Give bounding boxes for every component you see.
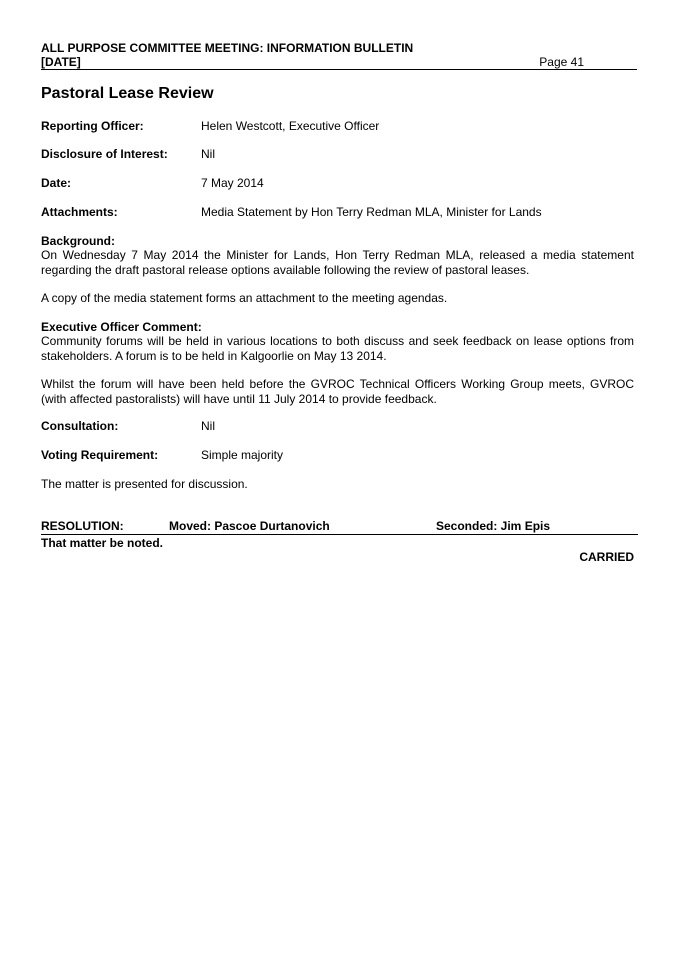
voting-requirement-value: Simple majority — [201, 448, 284, 462]
resolution-moved: Moved: Pascoe Durtanovich — [169, 519, 330, 533]
disclosure-label: Disclosure of Interest: — [41, 147, 168, 161]
date-value: 7 May 2014 — [201, 176, 264, 190]
report-title: Pastoral Lease Review — [41, 85, 214, 102]
attachments-label: Attachments: — [41, 205, 118, 219]
comment-heading: Executive Officer Comment: — [41, 320, 202, 334]
resolution-row — [41, 519, 638, 535]
comment-paragraph-1: Community forums will be held in various locations to both discuss and seek feedback on lease options from stakeholders. A forum is to be held in Kalgoorlie on May 13 2014. — [41, 334, 634, 363]
attachments-value: Media Statement by Hon Terry Redman MLA, Minister for Lands — [201, 205, 542, 219]
header-rule-row — [41, 55, 637, 70]
background-paragraph-1: On Wednesday 7 May 2014 the Minister for Lands, Hon Terry Redman MLA, released a media statement regarding the draft pastoral release options available following the review of pastoral leases. — [41, 248, 634, 277]
header-title: ALL PURPOSE COMMITTEE MEETING: INFORMATION BULLETIN — [41, 41, 414, 55]
background-paragraph-2: A copy of the media statement forms an attachment to the meeting agendas. — [41, 291, 448, 305]
reporting-officer-value: Helen Westcott, Executive Officer — [201, 119, 380, 133]
resolution-seconded: Seconded: Jim Epis — [436, 519, 551, 533]
voting-requirement-label: Voting Requirement: — [41, 448, 159, 462]
consultation-label: Consultation: — [41, 419, 119, 433]
header-date: [DATE] — [41, 55, 81, 69]
resolution-label: RESOLUTION: — [41, 519, 124, 533]
comment-paragraph-2: Whilst the forum will have been held before the GVROC Technical Officers Working Group meets, GVROC (with affected pastoralists) will have until 11 July 2014 to provide feedback. — [41, 377, 634, 406]
date-label: Date: — [41, 176, 72, 190]
page-number: Page 41 — [539, 55, 584, 69]
page-header — [41, 41, 637, 70]
background-heading: Background: — [41, 234, 116, 248]
closing-statement: The matter is presented for discussion. — [41, 477, 248, 491]
disclosure-value: Nil — [201, 147, 215, 161]
resolution-outcome: CARRIED — [579, 550, 634, 564]
consultation-value: Nil — [201, 419, 215, 433]
reporting-officer-label: Reporting Officer: — [41, 119, 144, 133]
resolution-text: That matter be noted. — [41, 536, 164, 550]
